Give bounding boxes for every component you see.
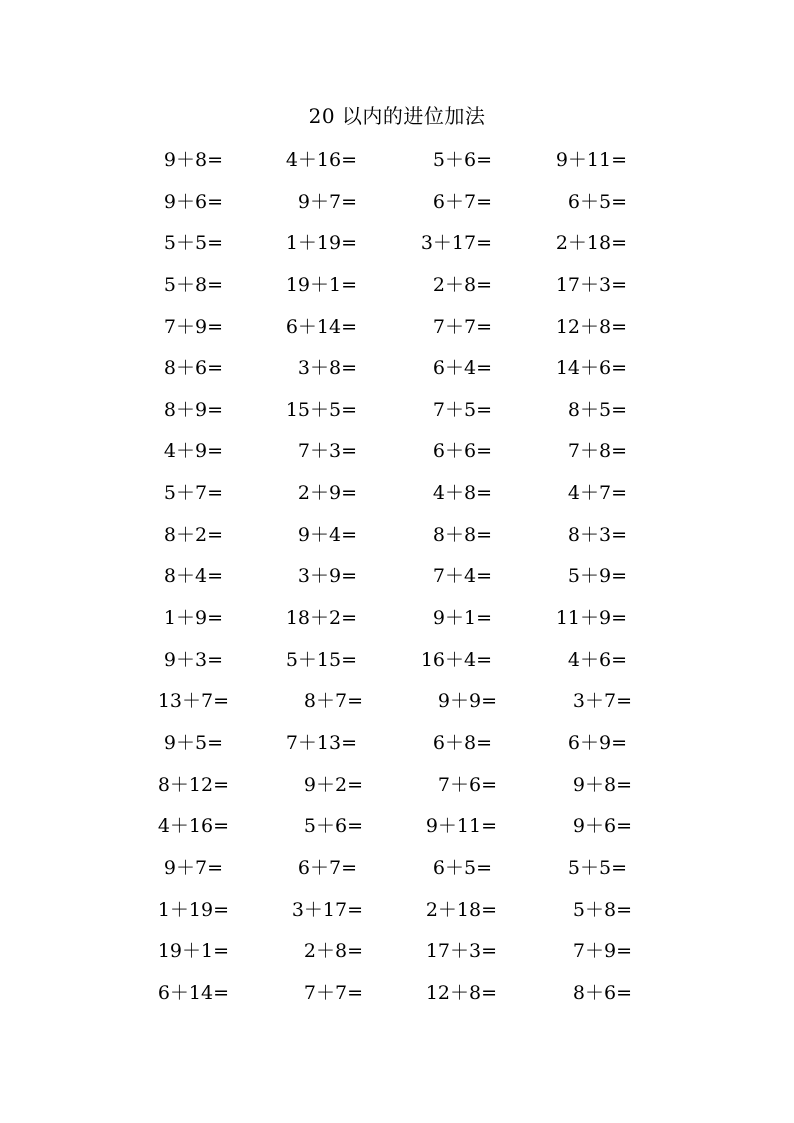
problem-row [0, 933, 794, 975]
problem-cell: 7＋3= [297, 440, 357, 463]
problem-cell: 6＋5= [432, 856, 492, 879]
problem-cell: 5＋7= [163, 482, 223, 505]
problem-cell: 7＋13= [285, 731, 357, 754]
problem-cell: 1＋9= [163, 607, 223, 630]
page-title: 20 以内的进位加法 [308, 104, 486, 128]
problem-cell: 3＋8= [297, 357, 357, 380]
problem-cell: 18＋2= [285, 607, 357, 630]
problem-cell: 8＋2= [163, 523, 223, 546]
problem-cell: 6＋8= [432, 731, 492, 754]
problem-cell: 7＋8= [567, 440, 627, 463]
problem-cell: 8＋9= [163, 398, 223, 421]
problem-cell: 8＋4= [163, 565, 223, 588]
problem-cell: 3＋9= [297, 565, 357, 588]
problem-cell: 9＋4= [297, 523, 357, 546]
problem-cell: 8＋8= [432, 523, 492, 546]
problem-cell: 9＋2= [303, 773, 363, 796]
problem-cell: 12＋8= [555, 315, 627, 338]
problem-cell: 9＋7= [297, 190, 357, 213]
problem-cell: 1＋19= [285, 232, 357, 255]
problem-cell: 5＋8= [572, 898, 632, 921]
problem-cell: 14＋6= [555, 357, 627, 380]
problem-cell: 9＋8= [163, 149, 223, 171]
problem-cell: 6＋6= [432, 440, 492, 463]
problem-cell: 11＋9= [555, 607, 627, 630]
problem-cell: 9＋5= [163, 731, 223, 754]
problem-row [0, 892, 794, 934]
problem-cell: 2＋8= [303, 940, 363, 963]
problem-cell: 4＋7= [567, 482, 627, 505]
problem-cell: 8＋5= [567, 398, 627, 421]
problem-cell: 3＋7= [572, 690, 632, 713]
problem-row [0, 642, 794, 684]
problem-cell: 4＋8= [432, 482, 492, 505]
problem-cell: 9＋11= [555, 149, 627, 171]
problem-cell: 3＋17= [420, 232, 492, 255]
problem-row [0, 850, 794, 892]
problem-cell: 12＋8= [425, 981, 497, 1004]
problem-cell: 7＋9= [572, 940, 632, 963]
problem-cell: 5＋5= [163, 232, 223, 255]
problem-cell: 1＋19= [157, 898, 229, 921]
problem-row [0, 184, 794, 226]
problem-row [0, 309, 794, 351]
problem-cell: 5＋15= [285, 648, 357, 671]
problem-row [0, 433, 794, 475]
problem-row [0, 808, 794, 850]
problem-cell: 17＋3= [555, 273, 627, 296]
problem-row [0, 725, 794, 767]
problem-row [0, 517, 794, 559]
problem-row [0, 267, 794, 309]
problem-cell: 8＋6= [572, 981, 632, 1004]
problem-row [0, 683, 794, 725]
problem-cell: 9＋1= [432, 607, 492, 630]
problem-cell: 5＋5= [567, 856, 627, 879]
problem-cell: 15＋5= [285, 398, 357, 421]
problem-cell: 17＋3= [425, 940, 497, 963]
problem-cell: 5＋8= [163, 273, 223, 296]
problem-row [0, 142, 794, 184]
problem-cell: 6＋7= [432, 190, 492, 213]
problem-cell: 4＋9= [163, 440, 223, 463]
problem-cell: 19＋1= [157, 940, 229, 963]
problem-cell: 6＋5= [567, 190, 627, 213]
problem-cell: 7＋7= [303, 981, 363, 1004]
problem-cell: 7＋6= [437, 773, 497, 796]
problem-cell: 3＋17= [291, 898, 363, 921]
problem-row [0, 392, 794, 434]
problem-row [0, 558, 794, 600]
problem-cell: 5＋6= [432, 149, 492, 171]
problem-cell: 9＋9= [437, 690, 497, 713]
problem-row [0, 475, 794, 517]
problem-cell: 2＋18= [555, 232, 627, 255]
problem-row [0, 225, 794, 267]
problem-cell: 6＋14= [285, 315, 357, 338]
problem-cell: 8＋12= [157, 773, 229, 796]
problem-cell: 4＋16= [157, 815, 229, 838]
problem-cell: 9＋11= [425, 815, 497, 838]
problem-cell: 7＋7= [432, 315, 492, 338]
problem-cell: 13＋7= [157, 690, 229, 713]
problem-cell: 2＋8= [432, 273, 492, 296]
problem-cell: 7＋4= [432, 565, 492, 588]
problem-cell: 19＋1= [285, 273, 357, 296]
problem-cell: 6＋9= [567, 731, 627, 754]
problem-cell: 16＋4= [420, 648, 492, 671]
problem-cell: 2＋18= [425, 898, 497, 921]
problem-cell: 4＋16= [285, 149, 357, 171]
problem-cell: 7＋9= [163, 315, 223, 338]
problem-cell: 9＋8= [572, 773, 632, 796]
problem-cell: 6＋4= [432, 357, 492, 380]
problem-cell: 8＋6= [163, 357, 223, 380]
problem-row [0, 600, 794, 642]
problem-cell: 9＋6= [163, 190, 223, 213]
problem-cell: 8＋3= [567, 523, 627, 546]
problem-cell: 9＋6= [572, 815, 632, 838]
problem-cell: 5＋9= [567, 565, 627, 588]
problem-row [0, 350, 794, 392]
problem-cell: 5＋6= [303, 815, 363, 838]
problem-cell: 9＋3= [163, 648, 223, 671]
problem-cell: 8＋7= [303, 690, 363, 713]
problem-grid [0, 142, 794, 1016]
problem-cell: 4＋6= [567, 648, 627, 671]
problem-cell: 9＋7= [163, 856, 223, 879]
problem-row [0, 767, 794, 809]
problem-cell: 7＋5= [432, 398, 492, 421]
problem-cell: 6＋14= [157, 981, 229, 1004]
problem-cell: 6＋7= [297, 856, 357, 879]
problem-cell: 2＋9= [297, 482, 357, 505]
problem-row [0, 975, 794, 1017]
